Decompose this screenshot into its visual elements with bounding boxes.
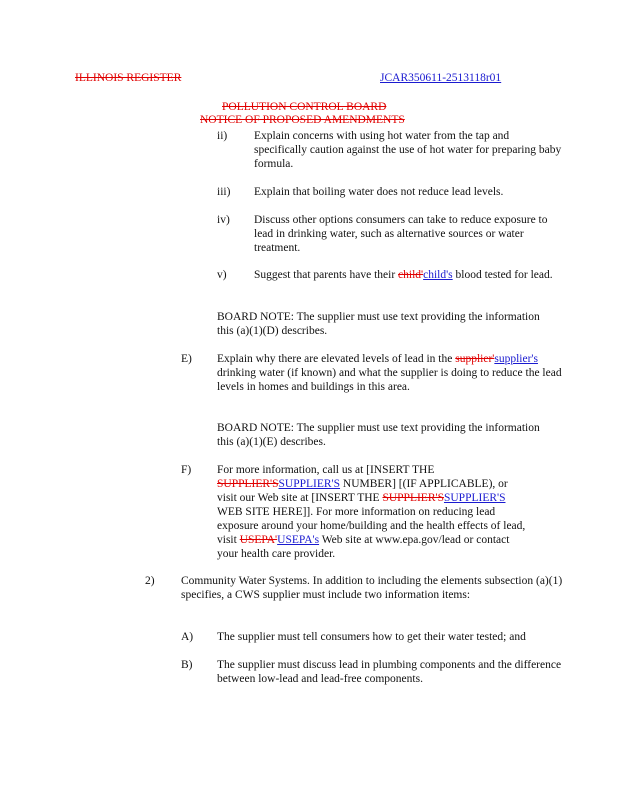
- item-text-part: Web site at www.epa.gov/lead or contact: [319, 534, 510, 546]
- item-line: For more information, call us at [INSERT THE: [217, 464, 435, 476]
- item-text: Explain that boiling water does not reduce lead levels.: [254, 186, 504, 198]
- item-text: The supplier must discuss lead in plumbing components and the difference between low-lead and lead-free components.: [217, 659, 562, 685]
- deleted-text: supplier': [455, 353, 495, 365]
- deleted-text: child': [398, 269, 424, 281]
- item-line: your health care provider.: [217, 548, 336, 560]
- board-note: BOARD NOTE: The supplier must use text providing the information this (a)(1)(D) describes.: [217, 311, 540, 337]
- item-number: A): [181, 631, 194, 643]
- item-line: WEB SITE HERE]]. For more information on reducing lead: [217, 506, 496, 518]
- item-number: iv): [217, 214, 230, 226]
- item-line: exposure around your home/building and the health effects of lead,: [217, 520, 526, 532]
- item-text-part: blood tested for lead.: [452, 269, 553, 281]
- deleted-text: USEPA': [239, 534, 278, 546]
- item-number: F): [181, 464, 192, 476]
- document-id: JCAR350611-2513118r01: [380, 72, 502, 84]
- item-text-part: visit our Web site at [INSERT THE: [217, 492, 383, 504]
- deleted-text: SUPPLIER'S: [217, 478, 279, 490]
- item-text: The supplier must tell consumers how to get their water tested; and: [217, 631, 526, 643]
- agency-title: POLLUTION CONTROL BOARD: [222, 101, 387, 113]
- inserted-text: SUPPLIER'S: [278, 478, 341, 490]
- item-number: B): [181, 659, 193, 671]
- notice-title: NOTICE OF PROPOSED AMENDMENTS: [200, 114, 405, 126]
- item-number: iii): [217, 186, 231, 198]
- item-text-part: Explain why there are elevated levels of lead in the: [217, 353, 456, 365]
- item-text-part: drinking water (if known) and what the supplier is doing to reduce the lead levels in homes and buildings in this area.: [217, 367, 562, 393]
- register-title: ILLINOIS REGISTER: [75, 72, 182, 84]
- item-text-part: NUMBER] [(IF APPLICABLE), or: [340, 478, 508, 490]
- inserted-text: SUPPLIER'S: [443, 492, 506, 504]
- item-text: [217, 463, 587, 561]
- item-line: [217, 491, 587, 505]
- item-text: [217, 352, 577, 394]
- item-text-part: Suggest that parents have their: [254, 269, 399, 281]
- item-text: [254, 268, 554, 282]
- board-note: BOARD NOTE: The supplier must use text providing the information this (a)(1)(E) describes.: [217, 422, 540, 448]
- inserted-text: USEPA's: [277, 534, 320, 546]
- item-number: ii): [217, 130, 228, 142]
- inserted-text: supplier's: [494, 353, 538, 365]
- item-text-part: visit: [217, 534, 240, 546]
- deleted-text: SUPPLIER'S: [382, 492, 444, 504]
- item-line: [217, 533, 587, 547]
- item-number: E): [181, 353, 192, 365]
- item-number: v): [217, 269, 227, 281]
- item-text: Community Water Systems. In addition to including the elements subsection (a)(1) specifies, a CWS supplier must include two information items:: [181, 575, 563, 601]
- item-line: [217, 477, 587, 491]
- inserted-text: child's: [423, 269, 453, 281]
- item-text: Explain concerns with using hot water from the tap and specifically caution against the use of hot water for preparing baby formula.: [254, 130, 562, 170]
- item-number: 2): [145, 575, 155, 587]
- item-text: Discuss other options consumers can take to reduce exposure to lead in drinking water, such as alternative sources or water treatment.: [254, 214, 548, 254]
